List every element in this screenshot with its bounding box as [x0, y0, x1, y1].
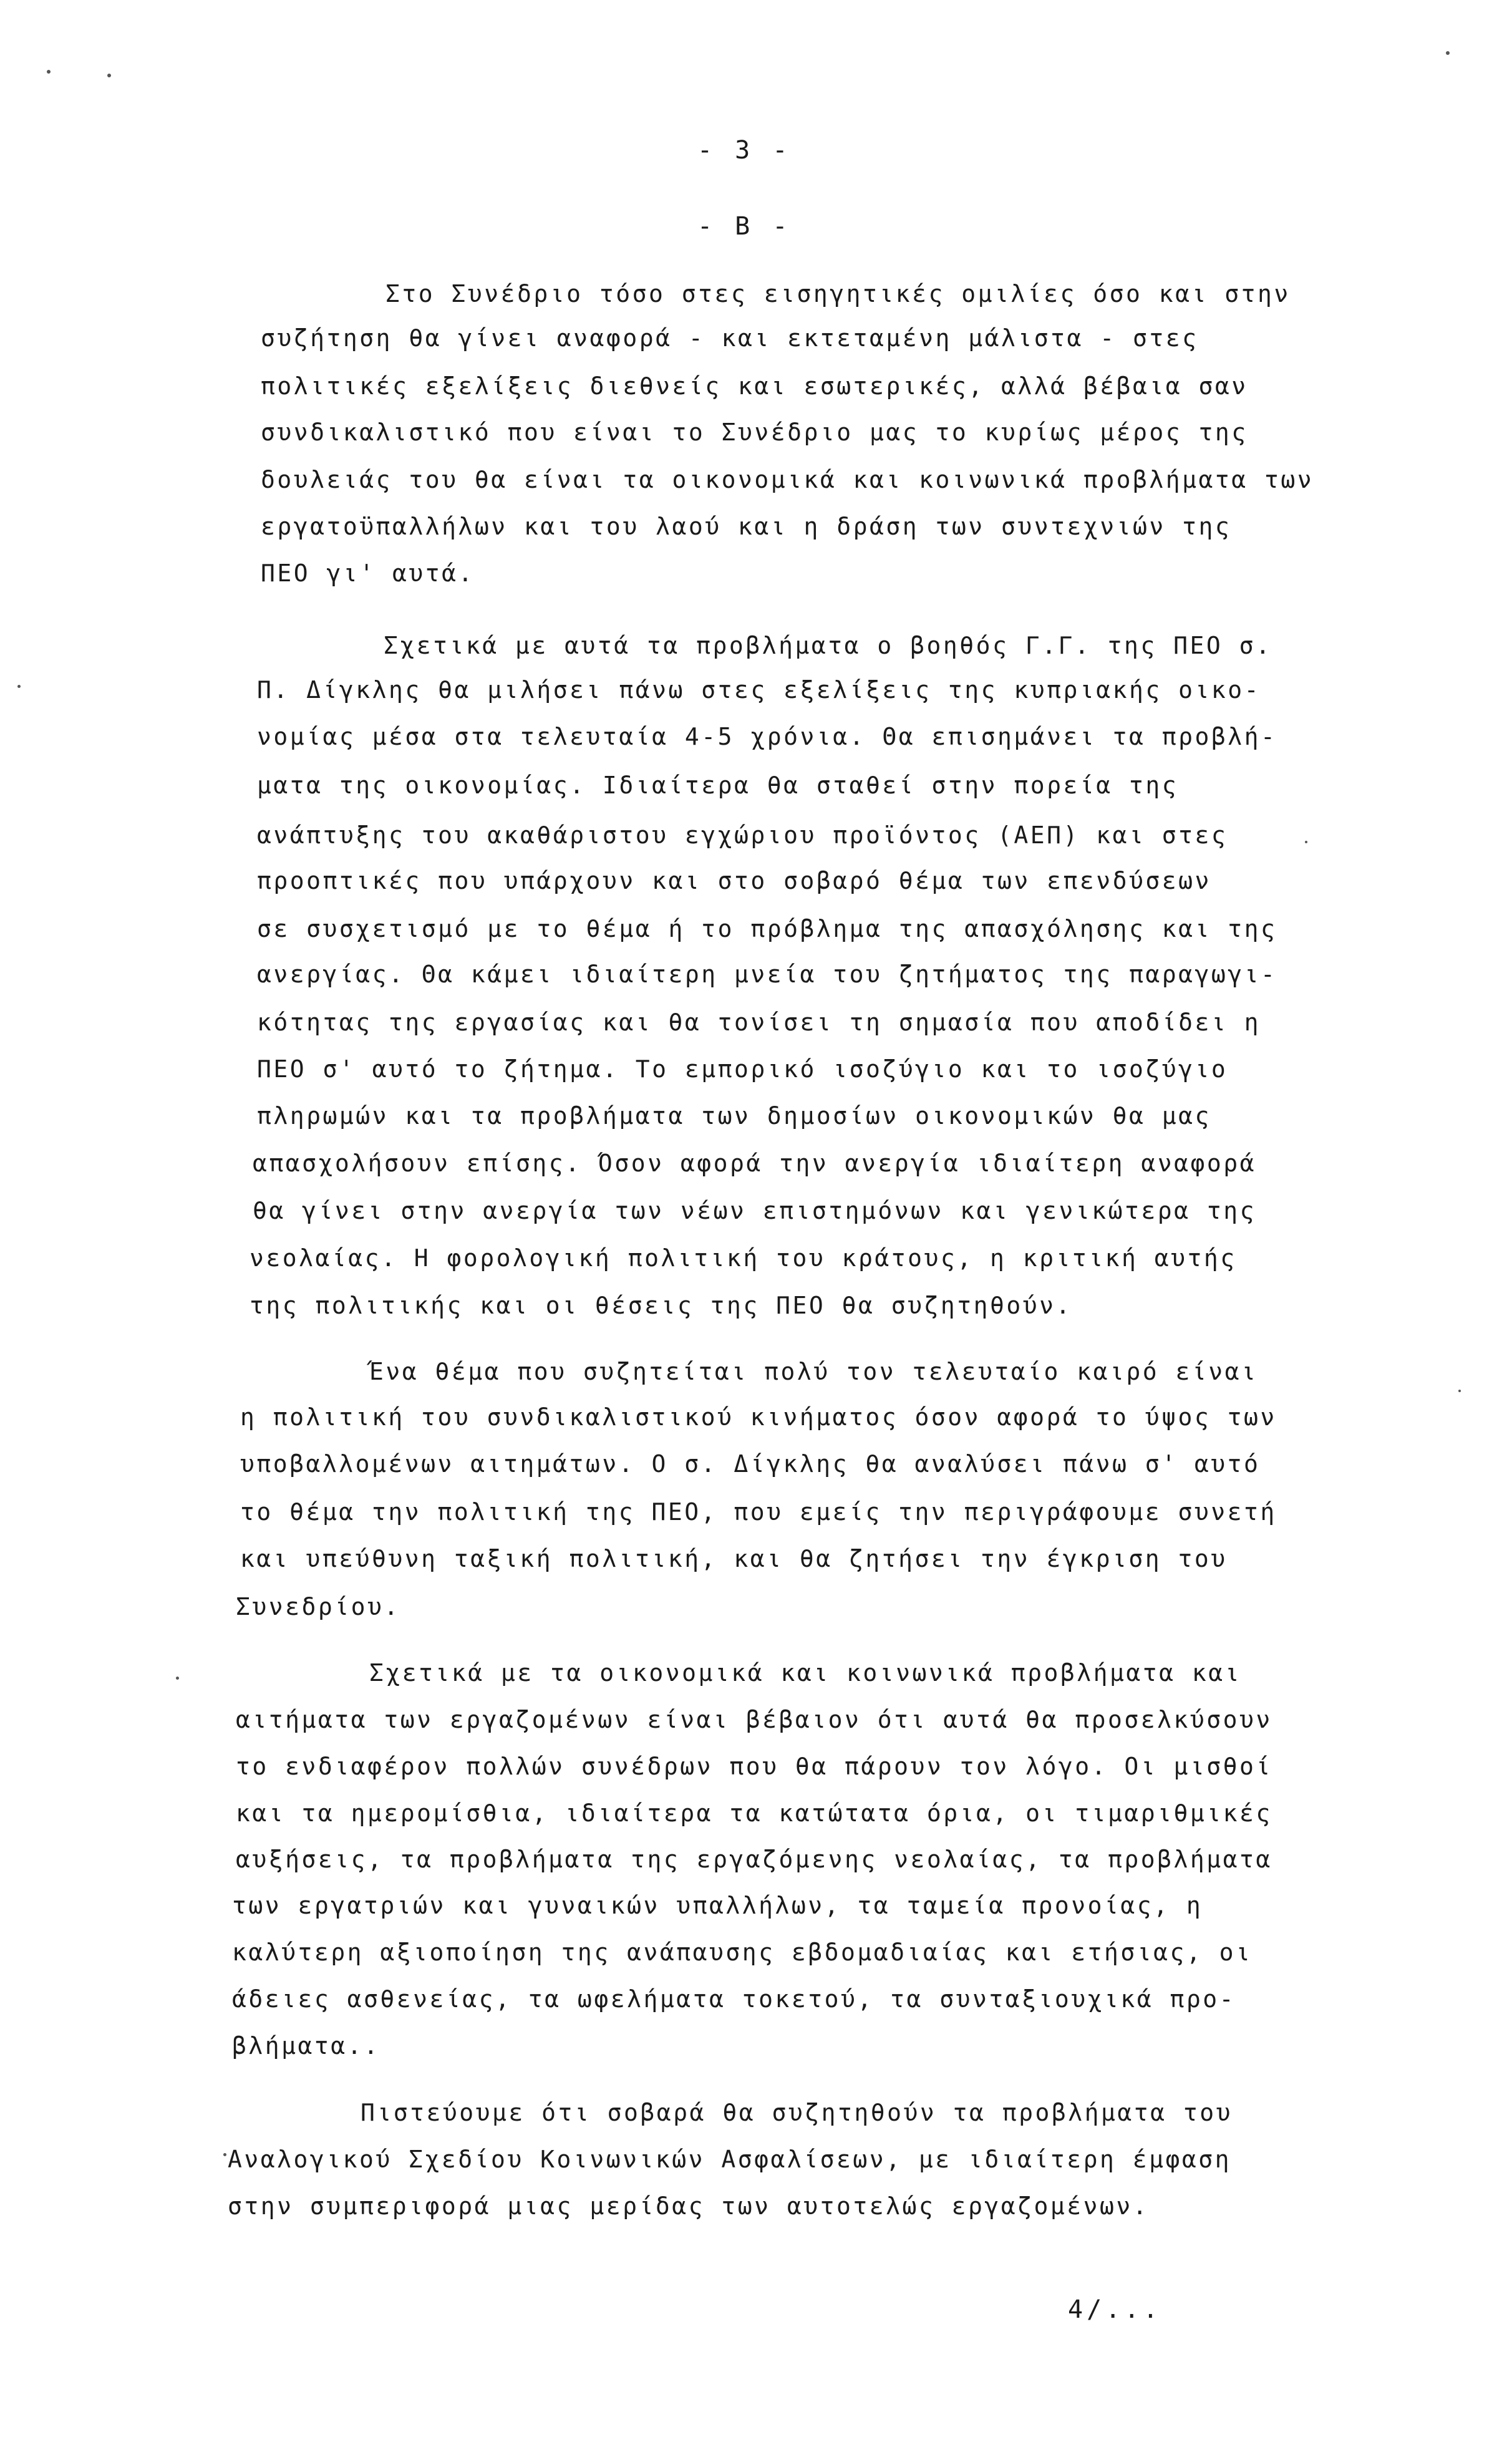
continuation-marker: 4/... — [1068, 2295, 1162, 2324]
text-line: Π. Δίγκλης θα μιλήσει πάνω στες εξελίξεις της κυπριακής οικο- — [257, 676, 1261, 704]
text-line: ΠΕΟ σ' αυτό το ζήτημα. Το εμπορικό ισοζύγιο και το ισοζύγιο — [257, 1055, 1228, 1083]
text-line: υποβαλλομένων αιτημάτων. Ο σ. Δίγκλης θα αναλύσει πάνω σ' αυτό — [240, 1450, 1261, 1478]
text-line: κότητας της εργασίας και θα τονίσει τη σημασία που αποδίδει η — [257, 1009, 1261, 1036]
text-line: προοπτικές που υπάρχουν και στο σοβαρό θέμα των επενδύσεων — [257, 867, 1211, 894]
text-line: άδειες ασθενείας, τα ωφελήματα τοκετού, τα συνταξιουχικά προ- — [232, 1985, 1236, 2013]
text-line: αυξήσεις, τα προβλήματα της εργαζόμενης νεολαίας, τα προβλήματα — [236, 1846, 1272, 1873]
text-line: το ενδιαφέρον πολλών συνέδρων που θα πάρουν τον λόγο. Οι μισθοί — [236, 1753, 1272, 1780]
scan-speck — [1305, 841, 1307, 843]
section-heading: - B - — [697, 212, 792, 241]
scan-speck — [17, 685, 21, 688]
text-line: Στο Συνέδριο τόσο στες εισηγητικές ομιλίες όσο και στην — [385, 280, 1291, 307]
text-line: Σχετικά με τα οικονομικά και κοινωνικά προβλήματα και — [369, 1659, 1242, 1687]
text-line: θα γίνει στην ανεργία των νέων επιστημόνων και γενικώτερα της — [253, 1197, 1257, 1224]
text-line: και υπεύθυνη ταξική πολιτική, και θα ζητήσει την έγκριση του — [240, 1545, 1228, 1572]
text-line: ματα της οικονομίας. Ιδιαίτερα θα σταθεί στην πορεία της — [257, 772, 1179, 799]
text-line: Πιστεύουμε ότι σοβαρά θα συζητηθούν τα προβλήματα του — [361, 2099, 1233, 2126]
text-line: δουλειάς του θα είναι τα οικονομικά και κοινωνικά προβλήματα των — [261, 466, 1314, 493]
text-line: πληρωμών και τα προβλήματα των δημοσίων οικονομικών θα μας — [257, 1102, 1211, 1130]
text-line: νεολαίας. Η φορολογική πολιτική του κράτους, η κριτική αυτής — [250, 1244, 1237, 1272]
text-line: ανεργίας. Θα κάμει ιδιαίτερη μνεία του ζητήματος της παραγωγι- — [257, 961, 1277, 988]
text-line: ΠΕΟ γι' αυτά. — [261, 559, 475, 587]
text-line: αιτήματα των εργαζομένων είναι βέβαιον ότι αυτά θα προσελκύσουν — [236, 1706, 1272, 1733]
scan-speck — [176, 1677, 179, 1680]
text-line: στην συμπεριφορά μιας μερίδας των αυτοτελώς εργαζομένων. — [228, 2192, 1150, 2220]
page-number: - 3 - — [697, 136, 792, 165]
text-line: συνδικαλιστικό που είναι το Συνέδριο μας το κυρίως μέρος της — [261, 419, 1248, 446]
scan-speck — [47, 70, 51, 74]
text-line: και τα ημερομίσθια, ιδιαίτερα τα κατώτατα όρια, οι τιμαριθμικές — [236, 1799, 1272, 1827]
text-line: σε συσχετισμό με το θέμα ή το πρόβλημα της απασχόλησης και της — [257, 915, 1277, 942]
scan-speck — [1446, 51, 1450, 55]
text-line: συζήτηση θα γίνει αναφορά - και εκτεταμένη μάλιστα - στες — [261, 324, 1199, 352]
scan-speck — [1458, 1390, 1461, 1392]
text-line: Αναλογικού Σχεδίου Κοινωνικών Ασφαλίσεων, με ιδιαίτερη έμφαση — [228, 2146, 1232, 2173]
scan-speck — [107, 74, 111, 77]
text-line: η πολιτική του συνδικαλιστικού κινήματος όσον αφορά το ύψος των — [240, 1403, 1277, 1431]
text-line: των εργατριών και γυναικών υπαλλήλων, τα ταμεία προνοίας, η — [232, 1892, 1203, 1919]
text-line: Ένα θέμα που συζητείται πολύ τον τελευταίο καιρό είναι — [369, 1358, 1258, 1385]
text-line: Σχετικά με αυτά τα προβλήματα ο βοηθός Γ.Γ. της ΠΕΟ σ. — [384, 632, 1272, 659]
text-line: Συνεδρίου. — [236, 1593, 400, 1620]
text-line: πολιτικές εξελίξεις διεθνείς και εσωτερικές, αλλά βέβαια σαν — [261, 372, 1248, 400]
text-line: βλήματα.. — [232, 2032, 380, 2060]
text-line: της πολιτικής και οι θέσεις της ΠΕΟ θα συζητηθούν. — [250, 1292, 1072, 1319]
text-line: νομίας μέσα στα τελευταία 4-5 χρόνια. Θα επισημάνει τα προβλή- — [257, 723, 1277, 750]
scan-speck — [223, 2153, 226, 2156]
text-line: ανάπτυξης του ακαθάριστου εγχώριου προϊόντος (ΑΕΠ) και στες — [257, 821, 1228, 849]
text-line: το θέμα την πολιτική της ΠΕΟ, που εμείς την περιγράφουμε συνετή — [240, 1498, 1277, 1526]
text-line: εργατοϋπαλλήλων και του λαού και η δράση των συντεχνιών της — [261, 513, 1232, 540]
text-line: απασχολήσουν επίσης. Όσον αφορά την ανεργία ιδιαίτερη αναφορά — [253, 1150, 1257, 1177]
text-line: καλύτερη αξιοποίηση της ανάπαυσης εβδομαδιαίας και ετήσιας, οι — [232, 1939, 1253, 1966]
